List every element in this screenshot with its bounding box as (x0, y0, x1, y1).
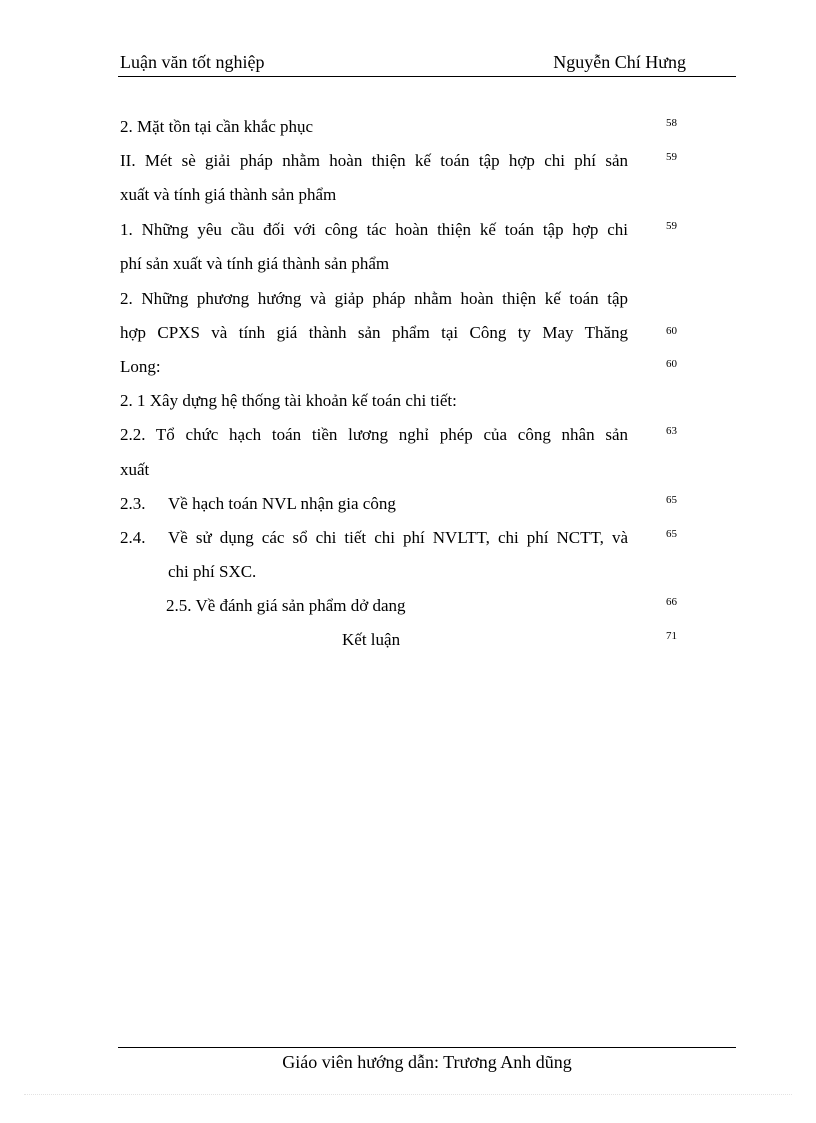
toc-page-number: 59 (666, 220, 677, 232)
toc-page-number: 58 (666, 117, 677, 129)
toc-page-number: 63 (666, 425, 677, 437)
page-footer: Giáo viên hướng dẫn: Trương Anh dũng (282, 1052, 572, 1072)
toc-page-number: 65 (666, 528, 677, 540)
toc-section-number: 2.4. (120, 528, 146, 547)
toc-line: xuất và tính giá thành sản phẩm (120, 185, 337, 204)
toc-page-number: 65 (666, 494, 677, 506)
toc-line: 2.5. Về đánh giá sản phẩm dở dang (166, 596, 406, 615)
toc-line: Về sử dụng các sổ chi tiết chi phí NVLTT, chi phí NCTT, và (168, 528, 628, 547)
toc-line: hợp CPXS và tính giá thành sản phẩm tại Công ty May Thăng (120, 323, 628, 342)
toc-line: 2.2. Tổ chức hạch toán tiền lương nghỉ phép của công nhân sản (120, 425, 628, 444)
toc-line: phí sản xuất và tính giá thành sản phẩm (120, 254, 390, 273)
footer-divider (118, 1047, 736, 1048)
page-break-line (24, 1094, 792, 1095)
toc-page-number: 59 (666, 151, 677, 163)
toc-line: xuất (120, 460, 150, 479)
toc-line: 2. 1 Xây dựng hệ thống tài khoản kế toán chi tiết: (120, 391, 457, 410)
toc-line: 2. Mặt tồn tại cần khắc phục (120, 117, 314, 136)
toc-conclusion: Kết luận (342, 630, 401, 649)
toc-line: Về hạch toán NVL nhận gia công (168, 494, 396, 513)
toc-line: 1. Những yêu cầu đối với công tác hoàn thiện kế toán tập hợp chi (120, 220, 628, 239)
toc-section-number: 2.3. (120, 494, 146, 513)
author-name: Nguyễn Chí Hưng (553, 52, 686, 72)
toc-line: II. Mét sè giải pháp nhằm hoàn thiện kế toán tập hợp chi phí sản (120, 151, 628, 170)
toc-line: chi phí SXC. (168, 562, 257, 581)
toc-page-number: 60 (666, 358, 677, 370)
toc-page-number: 71 (666, 630, 677, 642)
toc-line: Long: (120, 357, 161, 376)
toc-page-number: 66 (666, 596, 677, 608)
toc-line: 2. Những phương hướng và giảp pháp nhằm hoàn thiện kế toán tập (120, 289, 628, 308)
thesis-title: Luận văn tốt nghiệp (120, 52, 265, 72)
page-header (118, 52, 736, 77)
toc-page-number: 60 (666, 325, 677, 337)
